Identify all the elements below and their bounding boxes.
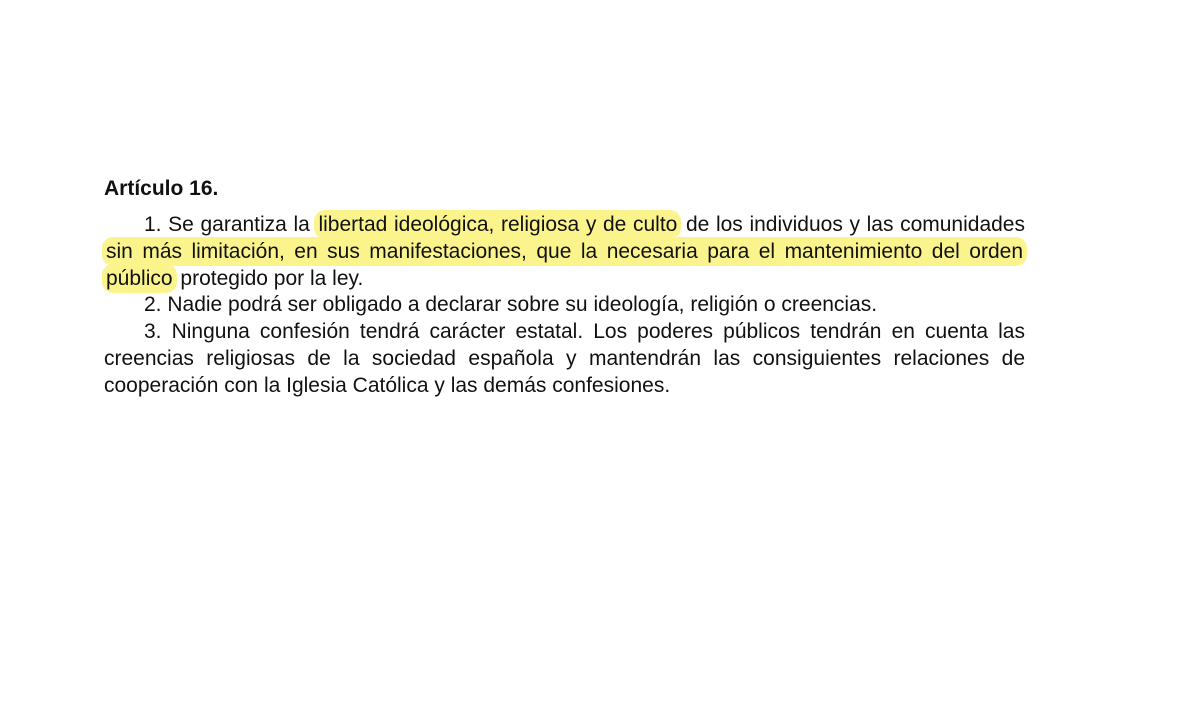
article bbox=[104, 176, 1025, 400]
highlight-limitation: sin más limitación, en sus manifestaciones, que la necesaria para el mantenimiento del orden público bbox=[106, 239, 1023, 290]
paragraph-3: 3. Ninguna confesión tendrá carácter estatal. Los poderes públicos tendrán en cuenta las creencias religiosas de la sociedad española y mantendrán las consiguientes relaciones de cooperación con la Iglesia Católica y las demás confesiones. bbox=[104, 320, 1025, 397]
paragraph-1 bbox=[104, 212, 1025, 292]
highlight-freedom: libertad ideológica, religiosa y de culto bbox=[318, 213, 678, 236]
paragraph-1-text-middle: de los individuos y las comunidades bbox=[679, 213, 1025, 236]
paragraph-2: 2. Nadie podrá ser obligado a declarar sobre su ideología, religión o creencias. bbox=[144, 293, 878, 317]
article-title: Artículo 16. bbox=[104, 177, 219, 200]
paragraph-1-text-end: protegido por la ley. bbox=[174, 266, 364, 290]
paragraph-1-text-start: 1. Se garantiza la bbox=[144, 213, 317, 236]
